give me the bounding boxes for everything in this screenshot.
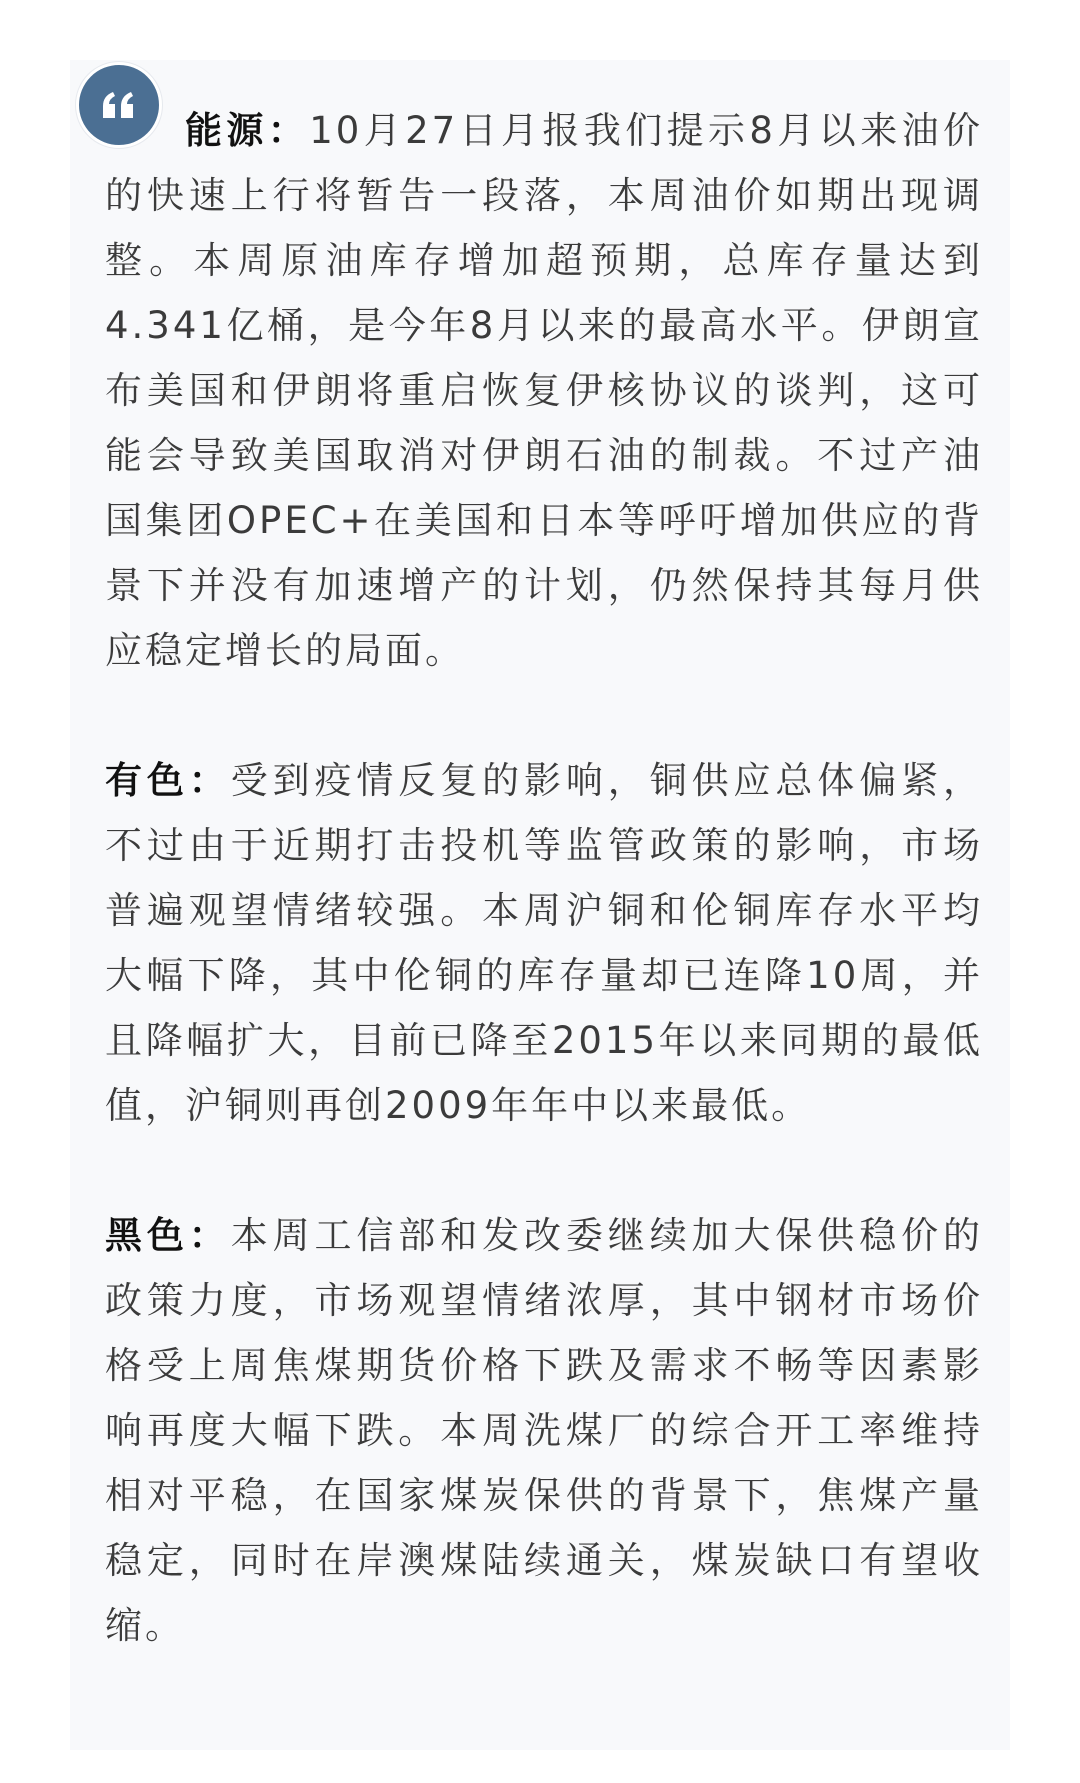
section-lead: 能源： — [185, 109, 310, 152]
article-content — [105, 98, 983, 1658]
section-body: 受到疫情反复的影响，铜供应总体偏紧，不过由于近期打击投机等监管政策的影响，市场普遍观望情绪较强。本周沪铜和伦铜库存水平均大幅下降，其中伦铜的库存量却已连降10周，并且降幅扩大，目前已降至2015年以来同期的最低值，沪铜则再创2009年年中以来最低。 — [105, 759, 984, 1127]
section-energy — [105, 98, 983, 683]
section-ferrous — [105, 1203, 983, 1658]
section-body: 10月27日月报我们提示8月以来油价的快速上行将暂告一段落，本周油价如期出现调整。本周原油库存增加超预期，总库存量达到4.341亿桶，是今年8月以来的最高水平。伊朗宣布美国和伊朗将重启恢复伊核协议的谈判，这可能会导致美国取消对伊朗石油的制裁。不过产油国集团OPEC+在美国和日本等呼吁增加供应的背景下并没有加速增产的计划，仍然保持其每月供应稳定增长的局面。 — [105, 109, 984, 672]
section-lead: 有色： — [105, 759, 231, 802]
section-body: 本周工信部和发改委继续加大保供稳价的政策力度，市场观望情绪浓厚，其中钢材市场价格受上周焦煤期货价格下跌及需求不畅等因素影响再度大幅下跌。本周洗煤厂的综合开工率维持相对平稳，在国家煤炭保供的背景下，焦煤产量稳定，同时在岸澳煤陆续通关，煤炭缺口有望收缩。 — [105, 1214, 984, 1647]
section-nonferrous — [105, 748, 983, 1138]
section-lead: 黑色： — [105, 1214, 231, 1257]
